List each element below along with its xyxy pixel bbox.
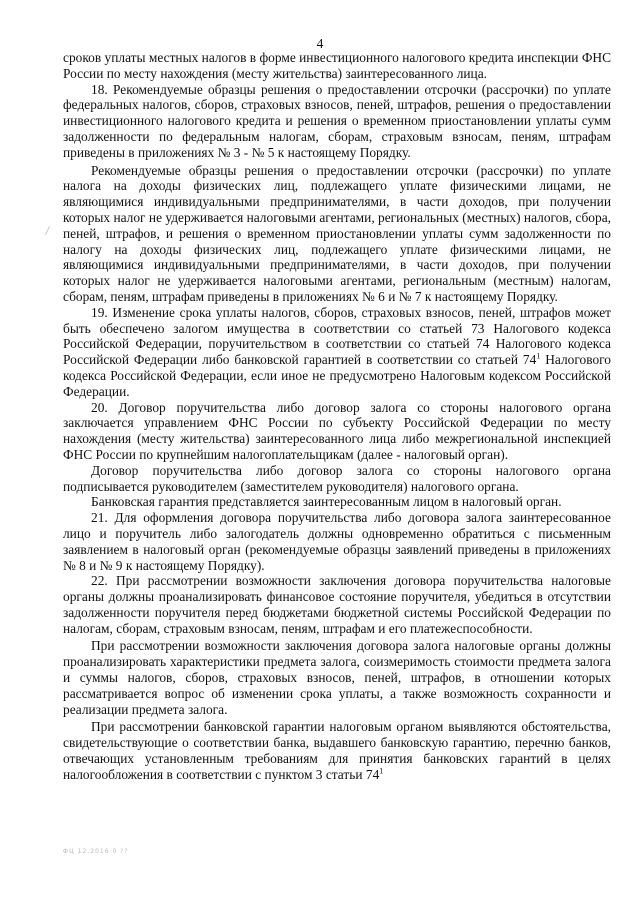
paragraph-item-20-bank-guarantee: Банковская гарантия представляется заинтересованным лицом в налоговый орган. xyxy=(91,494,562,510)
document-body xyxy=(63,50,611,783)
paragraph-item-22-bank-text-before: При рассмотрении банковской гарантии налоговым органом выявляются обстоятельства, свидетельствующие о соответствии банка, выдавшего банковскую гарантию, перечню банков, отвечающих установленным требованиям для принятия банковских гарантий в целях налогообложения в соответствии с пунктом 3 статьи 74 xyxy=(63,719,611,782)
paragraph-continuation: сроков уплаты местных налогов в форме инвестиционного налогового кредита инспекции ФНС России по месту нахождения (месту жительства) заинтересованного лица. xyxy=(63,50,611,81)
paragraph-item-21: 21. Для оформления договора поручительства либо договора залога заинтересованное лицо и поручитель либо залогодатель должны одновременно обратиться с письменным заявлением в налоговый орган (рекомендуемые образцы заявлений приведены в приложениях № 8 и № 9 к настоящему Порядку). xyxy=(63,510,611,573)
paragraph-item-18-physical-persons: Рекомендуемые образцы решения о предоставлении отсрочки (рассрочки) по уплате налога на доходы физических лиц, подлежащего уплате физическими лицами, не являющимися индивидуальными предпринимателями, в части доходов, при получении которых налог не удерживается налоговыми агентами, региональных (местных) налогов, сбора, пеней, штрафов, и решения о временном приостановлении уплаты сумм задолженности по налогу на доходы физических лиц, подлежащего уплате физическими лицами, не являющимися индивидуальными предпринимателями, в части доходов, при получении которых налог не удерживается налоговыми агентами, региональным (местным) налогам, сборам, пеням, штрафам приведены в приложениях № 6 и № 7 к настоящему Порядку. xyxy=(63,162,611,304)
paragraph-item-22-bank-superscript: 1 xyxy=(379,766,384,776)
paragraph-item-19-text-after: Налогового кодекса Российской Федерации, если иное не предусмотрено Налоговым кодексом Российской Федерации. xyxy=(63,352,612,399)
paragraph-item-18: 18. Рекомендуемые образцы решения о предоставлении отсрочки (рассрочки) по уплате федеральных налогов, сборов, страховых взносов, пеней, штрафов, решения о предоставлении инвестиционного налогового кредита и решения о временном приостановлении уплаты сумм задолженности по федеральным налогам, сборам, страховым взносам, пеням, штрафам приведены в приложениях № 3 - № 5 к настоящему Порядку. xyxy=(63,81,611,160)
footer-mark: ФЦ 12.2016 0 ?? xyxy=(63,848,129,855)
paragraph-item-19-text-before: 19. Изменение срока уплаты налогов, сборов, страховых взносов, пеней, штрафов может быть обеспечено залогом имущества в соответствии со статьей 73 Налогового кодекса Российской Федерации, поручительством в соответствии со статьей 74 Налогового кодекса Российской Федерации либо банковской гарантией в соответствии со статьей 74 xyxy=(63,304,611,368)
paragraph-item-22-bank-guarantee xyxy=(63,719,611,782)
paragraph-item-22-pledge: При рассмотрении возможности заключения договора залога налоговые органы должны проанализировать характеристики предмета залога, соизмеримость стоимости предмета залога и суммы налогов, сборов, страховых взносов, пеней, штрафов, в отношении которых рассматривается вопрос об изменении срока уплаты, а также возможность сохранности и реализации предмета залога. xyxy=(63,638,611,717)
paragraph-item-19 xyxy=(63,305,611,400)
paragraph-item-22: 22. При рассмотрении возможности заключения договора поручительства налоговые органы должны проанализировать финансовое состояние поручителя, убедиться в отсутствии задолженности поручителя перед бюджетами бюджетной системы Российской Федерации по налогам, сборам, страховым взносам, пеням, штрафам и его платежеспособности. xyxy=(63,573,611,636)
paragraph-item-20-signing: Договор поручительства либо договор залога со стороны налогового органа подписывается руководителем (заместителем руководителя) налогового органа. xyxy=(63,462,611,494)
page-number: 4 xyxy=(316,36,324,51)
scan-artifact xyxy=(45,226,50,235)
paragraph-item-19-superscript: 1 xyxy=(536,351,541,361)
paragraph-item-20: 20. Договор поручительства либо договор залога со стороны налогового органа заключается управлением ФНС России по субъекту Российской Федерации по месту нахождения (месту жительства) заинтересованного лица либо межрегиональной инспекцией ФНС России по крупнейшим налогоплательщикам (далее - налоговый орган). xyxy=(63,399,611,462)
